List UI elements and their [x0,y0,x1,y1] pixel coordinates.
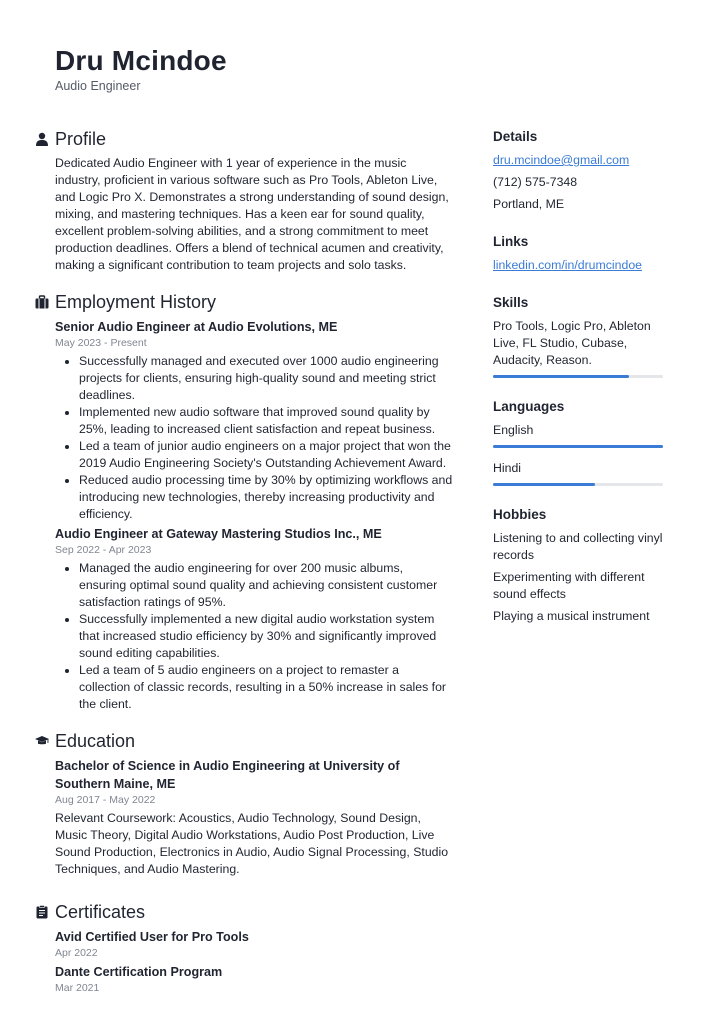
details-heading: Details [493,129,538,144]
certificates-section [33,900,453,995]
candidate-title: Audio Engineer [55,79,141,93]
job-bullet: • Managed the audio engineering for over 200 music albums, ensuring optimal sound quality and achieving consistent customer satisfaction ratings of 95%. [79,560,453,611]
main-column [33,127,453,1011]
hobby-item: Playing a musical instrument [493,609,650,623]
language-name: English [493,423,534,437]
language-level-fill [493,445,663,448]
certificates-heading-row [33,900,453,924]
hobbies-heading: Hobbies [493,507,547,522]
employment-heading: Employment History [55,292,217,312]
skill-level-fill [493,375,629,378]
resume-header [55,44,227,93]
certificates-list [55,928,453,995]
profile-section [33,127,453,274]
job-title: Audio Engineer at Gateway Mastering Studios Inc., ME [55,527,382,541]
coursework-text: Relevant Coursework: Acoustics, Audio Technology, Sound Design, Music Theory, Digital Audio Workstations, Audio Post Production, Live Sound Production, Electronics in Audio, Audio Signal Processing, Studio Techniques, and Audio Mastering. [55,811,449,876]
employment-list [55,318,453,713]
certificate-title: Avid Certified User for Pro Tools [55,930,249,944]
details-section [493,128,673,213]
language-name: Hindi [493,461,522,475]
skills-heading: Skills [493,295,529,310]
job-bullet: • Led a team of 5 audio engineers on a project to remaster a collection of classic records, resulting in a 50% increase in sales for the client. [79,662,453,713]
links-section [493,233,673,274]
education-heading-row [33,729,453,753]
certificate-entry [55,928,453,960]
job-entry [55,525,453,713]
linkedin-link[interactable] [493,257,673,274]
profile-summary: Dedicated Audio Engineer with 1 year of experience in the music industry, proficient in various software such as Pro Tools, Ableton Live, and Logic Pro X. Demonstrates a strong understanding of sound design, mixing, and mastering techniques. Has a keen ear for sound quality, excellent problem-solving abilities, and a strong commitment to meet production deadlines. Offers a blend of technical acumen and creativity, making a significant contribution to team projects and solo tasks. [55,156,449,272]
job-bullet: • Successfully managed and executed over 1000 audio engineering projects for clients, ensuring high-quality sound and meeting strict deadlines. [79,353,453,404]
profile-heading: Profile [55,129,107,149]
certificate-title: Dante Certification Program [55,965,223,979]
profile-heading-row [33,127,453,151]
employment-heading-row [33,290,453,314]
job-title: Senior Audio Engineer at Audio Evolutions, ME [55,320,338,334]
job-bullets [55,560,453,713]
education-entry [55,757,453,878]
job-bullet: • Implemented new audio software that improved sound quality by 25%, leading to increased client satisfaction and repeat business. [79,404,453,438]
language-level-fill [493,483,595,486]
hobbies-section [493,506,673,625]
language-item [493,460,673,486]
email-text[interactable]: dru.mcindoe@gmail.com [493,153,630,167]
email-link[interactable] [493,152,673,169]
employment-section [33,290,453,713]
links-heading: Links [493,234,529,249]
phone-number: (712) 575-7348 [493,175,578,189]
candidate-name: Dru Mcindoe [55,45,227,76]
language-level-bar [493,445,663,448]
education-section [33,729,453,878]
language-level-bar [493,483,663,486]
language-item [493,422,673,448]
graduation-cap-icon [35,734,49,748]
education-heading: Education [55,731,136,751]
languages-section [493,398,673,486]
job-entry [55,318,453,523]
job-bullet: • Successfully implemented a new digital audio workstation system that increased studio efficiency by 30% and significantly improved sound editing capabilities. [79,611,453,662]
linkedin-text[interactable]: linkedin.com/in/drumcindoe [493,258,643,272]
sidebar-column [493,128,673,645]
certificate-icon [35,905,49,919]
certificates-heading: Certificates [55,902,146,922]
certificate-entry [55,963,453,995]
certificate-date: Apr 2022 [55,947,98,959]
location: Portland, ME [493,197,565,211]
job-date: May 2023 - Present [55,337,147,349]
person-icon [35,132,49,146]
hobby-item: Experimenting with different sound effects [493,570,645,601]
degree-title: Bachelor of Science in Audio Engineering at University of Southern Maine, ME [55,759,400,791]
briefcase-icon [35,295,49,309]
education-date: Aug 2017 - May 2022 [55,794,156,806]
job-date: Sep 2022 - Apr 2023 [55,544,152,556]
skill-level-bar [493,375,663,378]
hobby-item: Listening to and collecting vinyl records [493,531,663,562]
job-bullet: • Reduced audio processing time by 30% by optimizing workflows and introducing new technologies, thereby increasing productivity and efficiency. [79,472,453,523]
job-bullet: • Led a team of junior audio engineers on a major project that won the 2019 Audio Engineering Society's Outstanding Achievement Award. [79,438,453,472]
certificate-date: Mar 2021 [55,982,100,994]
skills-section [493,294,673,378]
languages-heading: Languages [493,399,565,414]
skill-item: Pro Tools, Logic Pro, Ableton Live, FL Studio, Cubase, Audacity, Reason. [493,319,651,367]
job-bullets [55,353,453,523]
